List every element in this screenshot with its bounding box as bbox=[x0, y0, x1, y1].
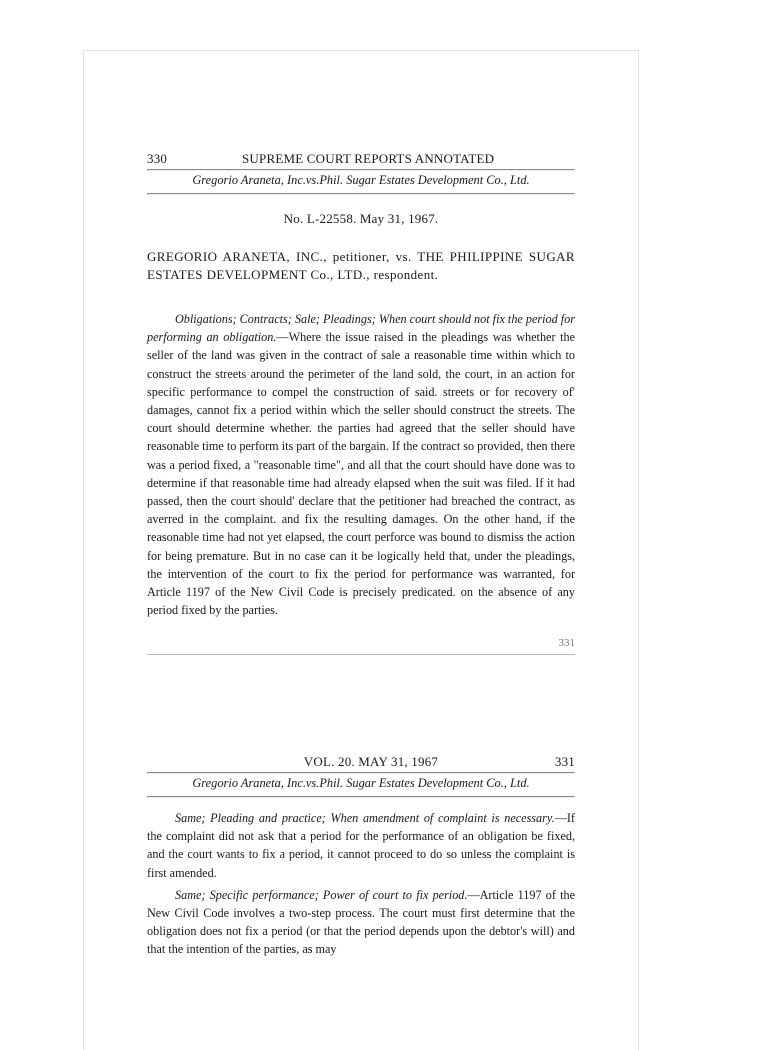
page-footer-number: 331 bbox=[147, 637, 575, 655]
syllabus-paragraph: Same; Specific performance; Power of court to fix period.—Article 1197 of the New Civil Code involves a two-step process. The court must first determine that the obligation does not fix a period (or that the period depends upon the debtor's will) and that the intention of the parties, as may bbox=[147, 887, 575, 957]
syllabus-paragraph: Obligations; Contracts; Sale; Pleadings; When court should not fix the period for performing an obligation.—Where the issue raised in the pleadings was whether the seller of the land was given in the contract of sale a reasonable time within which to construct the streets around the perimeter of the land sold, the court, in an action for specific performance to compel the construction of said. streets or for recovery of' damages, cannot fix a period within which the seller should construct the streets. The court should determine whether. the parties had agreed that the seller should have reasonable time to perform its part of the bargain. If the contract so provided, then there was a period fixed, a "reasonable time", and all that the court should have done was to determine if that reasonable time had already elapsed when the suit was filed. If it had passed, then the court should' declare that the petitioner had breached the contract, as averred in the complaint. and fix the resulting damages. On the other hand, if the reasonable time had not yet elapsed, the court perforce was bound to dismiss the action for being premature. But in no case can it be logically held that, under the pleadings, the intervention of the court to fix the period for performance was warranted, for Article 1197 of the New Civil Code is precisely predicated. on the absence of any period fixed by the parties. bbox=[147, 312, 575, 618]
page-331 bbox=[147, 754, 575, 959]
running-title: VOL. 20. MAY 31, 1967 bbox=[303, 754, 439, 769]
case-parties: GREGORIO ARANETA, INC., petitioner, vs. THE PHILIPPINE SUGAR ESTATES DEVELOPMENT Co., LTD., respondent. bbox=[147, 249, 575, 282]
caption-rule bbox=[147, 796, 575, 798]
running-header bbox=[147, 754, 575, 772]
running-title: SUPREME COURT REPORTS ANNOTATED bbox=[242, 151, 495, 166]
syllabus-text: Where the issue raised in the pleadings was whether the seller of the land was given in the contract of sale a reasonable time within which to construct the streets around the perimeter of the land sold, the court, in an action for specific performance to compel the construction of said. streets or for recovery of' damages, cannot fix a period within which the seller should construct the streets. The court should determine whether. the parties had agreed that the seller should have reasonable time to perform its part of the bargain. If the contract so provided, then there was a period fixed, a "reasonable time", and all that the court should have done was to determine if that reasonable time had already elapsed when the suit was filed. If it had passed, then the court should' declare that the petitioner had breached the contract, as averred in the complaint. and fix the resulting damages. On the other hand, if the reasonable time had not yet elapsed, the court perforce was bound to dismiss the action for being premature. But in no case can it be logically held that, under the pleadings, the intervention of the court to fix the period for performance was warranted, for Article 1197 of the New Civil Code is precisely predicated. on the absence of any period fixed by the parties. bbox=[147, 330, 575, 618]
page-330 bbox=[147, 151, 575, 655]
page-number: 330 bbox=[147, 151, 168, 166]
case-caption: Gregorio Araneta, Inc.vs.Phil. Sugar Estates Development Co., Ltd. bbox=[192, 173, 530, 187]
syllabus-text: If the complaint did not ask that a period for the performance of an obligation be fixed, and the court wants to fix a period, it cannot proceed to do so unless the complaint is first amended. bbox=[147, 811, 575, 880]
case-number: No. L-22558. May 31, 1967. bbox=[283, 211, 439, 226]
case-caption: Gregorio Araneta, Inc.vs.Phil. Sugar Estates Development Co., Ltd. bbox=[192, 776, 530, 790]
page-number: 331 bbox=[554, 754, 575, 769]
syllabus-heading: Same; Specific performance; Power of court to fix period. bbox=[175, 887, 468, 902]
syllabus-heading: Obligations; Contracts; Sale; Pleadings; When court should not fix the period for performing an obligation. bbox=[147, 312, 575, 345]
syllabus-heading: Same; Pleading and practice; When amendment of complaint is necessary. bbox=[175, 811, 555, 825]
syllabus-text: Article 1197 of the New Civil Code involves a two-step process. The court must first determine that the obligation does not fix a period (or that the period depends upon the debtor's will) and that the intention of the parties, as may bbox=[147, 887, 575, 957]
document-page bbox=[83, 50, 639, 1050]
caption-rule bbox=[147, 193, 575, 195]
running-header bbox=[147, 151, 575, 169]
syllabus-paragraph: Same; Pleading and practice; When amendment of complaint is necessary.—If the complaint did not ask that a period for the performance of an obligation be fixed, and the court wants to fix a period, it cannot proceed to do so unless the complaint is first amended. bbox=[147, 811, 575, 880]
